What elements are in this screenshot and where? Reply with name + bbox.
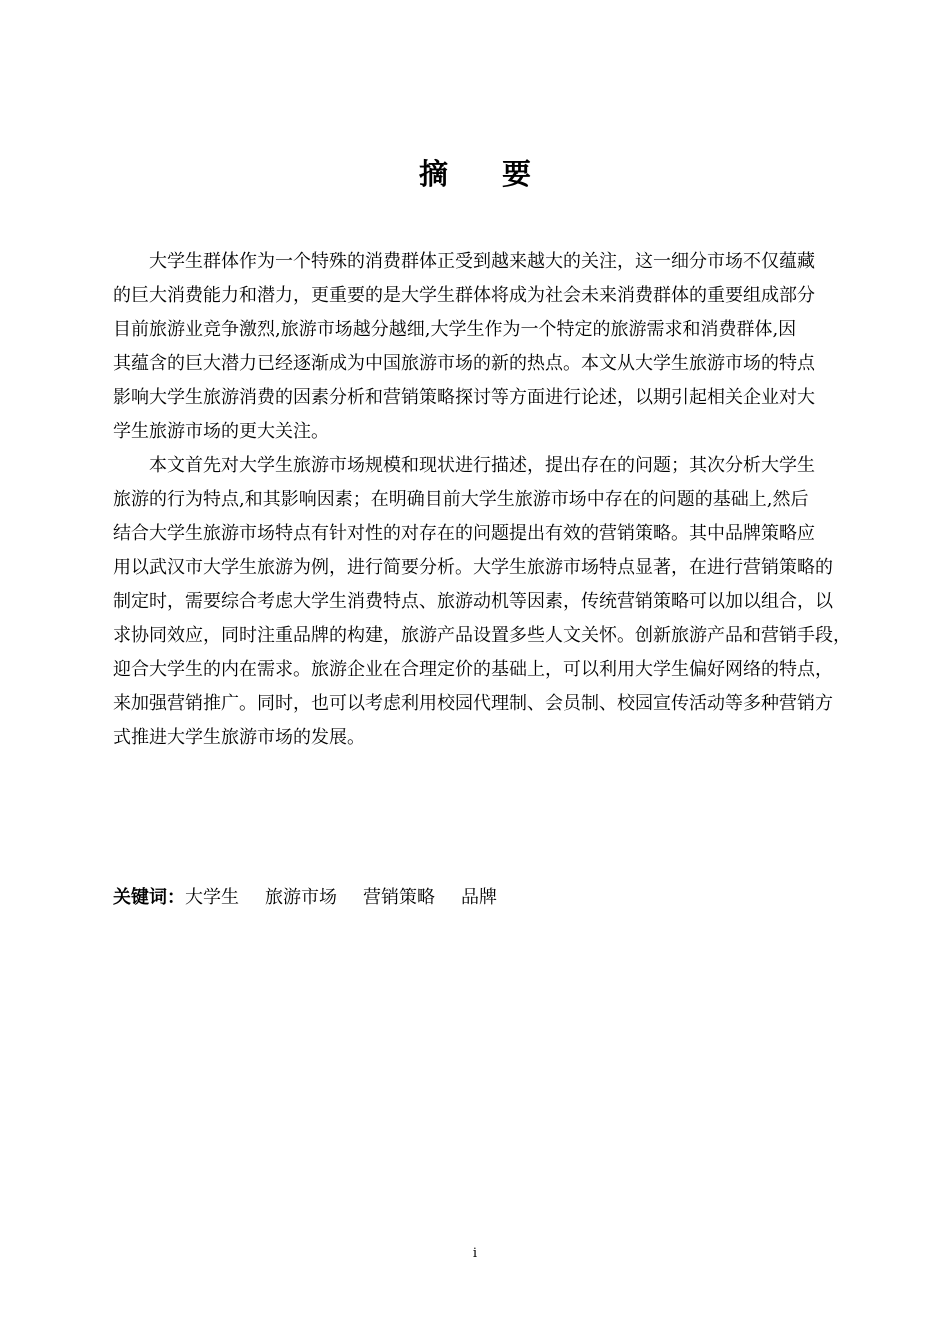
keyword-item: 大学生 bbox=[185, 887, 239, 908]
keyword-item: 品牌 bbox=[461, 887, 497, 908]
body-line: 来加强营销推广。同时，也可以考虑利用校园代理制、会员制、校园宣传活动等多种营销方 bbox=[113, 693, 833, 714]
body-line: 求协同效应，同时注重品牌的构建，旅游产品设置多些人文关怀。创新旅游产品和营销手段， bbox=[113, 625, 851, 646]
page-title: 摘要 bbox=[418, 157, 585, 191]
body-line: 制定时，需要综合考虑大学生消费特点、旅游动机等因素，传统营销策略可以加以组合，以 bbox=[113, 591, 833, 612]
keyword-item: 旅游市场 bbox=[265, 887, 337, 908]
body-line: 影响大学生旅游消费的因素分析和营销策略探讨等方面进行论述，以期引起相关企业对大 bbox=[113, 387, 815, 408]
keyword-item: 营销策略 bbox=[363, 887, 435, 908]
keywords-row bbox=[113, 882, 523, 914]
body-line: 的巨大消费能力和潜力，更重要的是大学生群体将成为社会未来消费群体的重要组成部分 bbox=[113, 285, 815, 306]
body-line: 迎合大学生的内在需求。旅游企业在合理定价的基础上，可以利用大学生偏好网络的特点， bbox=[113, 659, 833, 680]
keywords-label: 关键词： bbox=[113, 887, 185, 908]
body-line: 学生旅游市场的更大关注。 bbox=[113, 421, 329, 442]
body-line: 用以武汉市大学生旅游为例，进行简要分析。大学生旅游市场特点显著，在进行营销策略的 bbox=[113, 557, 833, 578]
body-line: 大学生群体作为一个特殊的消费群体正受到越来越大的关注，这一细分市场不仅蕴藏 bbox=[113, 251, 815, 272]
body-line: 式推进大学生旅游市场的发展。 bbox=[113, 727, 365, 748]
body-line: 其蕴含的巨大潜力已经逐渐成为中国旅游市场的新的热点。本文从大学生旅游市场的特点 bbox=[113, 353, 815, 374]
page-number: i bbox=[472, 1246, 478, 1261]
body-line: 结合大学生旅游市场特点有针对性的对存在的问题提出有效的营销策略。其中品牌策略应 bbox=[113, 523, 815, 544]
body-line: 本文首先对大学生旅游市场规模和现状进行描述，提出存在的问题；其次分析大学生 bbox=[113, 455, 815, 476]
body-line: 旅游的行为特点,和其影响因素；在明确目前大学生旅游市场中存在的问题的基础上,然后 bbox=[113, 489, 809, 510]
body-line: 目前旅游业竞争激烈,旅游市场越分越细,大学生作为一个特定的旅游需求和消费群体,因 bbox=[113, 319, 797, 340]
abstract-body bbox=[113, 245, 863, 755]
